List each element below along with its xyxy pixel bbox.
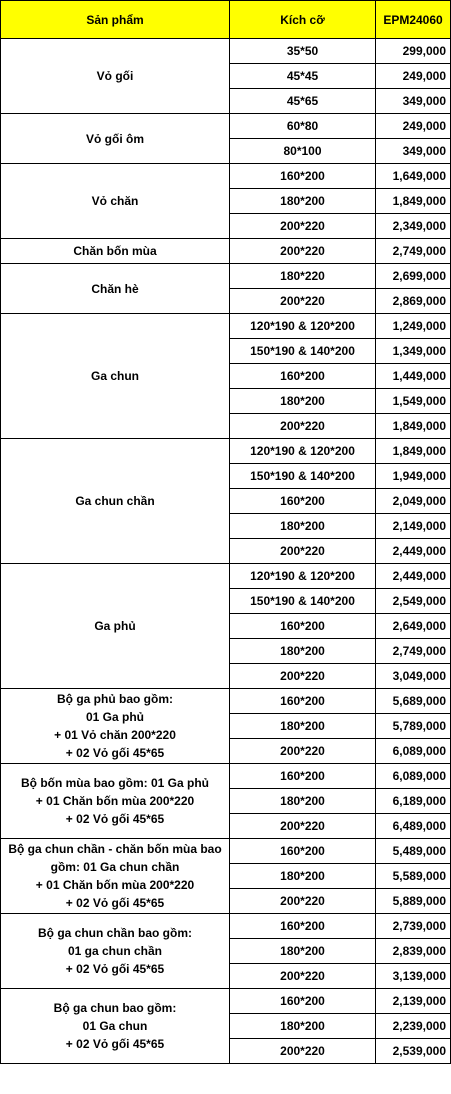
product-name-cell (1, 314, 230, 439)
product-name-line: Vỏ chăn (91, 194, 139, 208)
size-cell: 80*100 (230, 139, 376, 164)
price-cell: 2,749,000 (376, 639, 451, 664)
product-name-cell (1, 239, 230, 264)
product-name-line: Bộ ga chun bao gồm: (53, 1001, 177, 1015)
size-cell: 180*200 (230, 864, 376, 889)
product-name-line: 01 Ga phủ (85, 710, 144, 724)
price-cell: 5,489,000 (376, 839, 451, 864)
size-cell: 120*190 & 120*200 (230, 564, 376, 589)
product-name-cell (1, 764, 230, 839)
size-cell: 200*220 (230, 814, 376, 839)
product-name-line: Bộ ga chun chần - chăn bốn mùa bao (8, 842, 222, 856)
size-cell: 180*200 (230, 789, 376, 814)
price-cell: 1,249,000 (376, 314, 451, 339)
table-row (1, 764, 451, 789)
price-cell: 1,949,000 (376, 464, 451, 489)
header-code: EPM24060 (376, 1, 451, 39)
size-cell: 180*200 (230, 1014, 376, 1039)
price-cell: 2,449,000 (376, 539, 451, 564)
size-cell: 200*220 (230, 1039, 376, 1064)
size-cell: 200*220 (230, 289, 376, 314)
product-name-line: Ga chun chần (75, 494, 155, 508)
product-name-line: Bộ ga chun chần bao gồm: (37, 926, 192, 940)
price-cell: 2,739,000 (376, 914, 451, 939)
size-cell: 200*220 (230, 239, 376, 264)
size-cell: 160*200 (230, 614, 376, 639)
price-cell: 1,349,000 (376, 339, 451, 364)
size-cell: 200*220 (230, 539, 376, 564)
price-cell: 2,349,000 (376, 214, 451, 239)
product-name-line: + 02 Vỏ gối 45*65 (65, 962, 165, 976)
price-cell: 5,689,000 (376, 689, 451, 714)
table-row (1, 314, 451, 339)
product-name-line: + 02 Vỏ gối 45*65 (65, 746, 165, 760)
table-row (1, 564, 451, 589)
size-cell: 120*190 & 120*200 (230, 439, 376, 464)
size-cell: 60*80 (230, 114, 376, 139)
size-cell: 180*200 (230, 939, 376, 964)
size-cell: 160*200 (230, 164, 376, 189)
table-row (1, 914, 451, 939)
product-name-line: + 01 Vỏ chăn 200*220 (54, 728, 176, 742)
size-cell: 180*200 (230, 189, 376, 214)
size-cell: 160*200 (230, 489, 376, 514)
size-cell: 45*45 (230, 64, 376, 89)
price-cell: 249,000 (376, 64, 451, 89)
table-body (1, 39, 451, 1064)
table-row (1, 839, 451, 864)
table-row (1, 689, 451, 714)
product-name-cell (1, 39, 230, 114)
price-cell: 6,489,000 (376, 814, 451, 839)
size-cell: 160*200 (230, 839, 376, 864)
product-name-line: 01 Ga chun (82, 1019, 148, 1033)
price-cell: 349,000 (376, 89, 451, 114)
price-cell: 2,539,000 (376, 1039, 451, 1064)
size-cell: 200*220 (230, 664, 376, 689)
product-name-line: Chăn hè (91, 281, 139, 296)
size-cell: 180*200 (230, 639, 376, 664)
product-name-line: + 01 Chăn bốn mùa 200*220 (35, 794, 195, 808)
product-name-cell (1, 839, 230, 914)
price-cell: 2,649,000 (376, 614, 451, 639)
size-cell: 180*200 (230, 514, 376, 539)
price-cell: 1,549,000 (376, 389, 451, 414)
price-cell: 2,139,000 (376, 989, 451, 1014)
size-cell: 160*200 (230, 364, 376, 389)
product-name-line: Bộ bốn mùa bao gồm: 01 Ga phủ (20, 776, 209, 790)
price-cell: 6,089,000 (376, 764, 451, 789)
product-name-line: + 01 Chăn bốn mùa 200*220 (35, 878, 195, 892)
price-cell: 5,789,000 (376, 714, 451, 739)
size-cell: 180*200 (230, 389, 376, 414)
product-name-cell (1, 164, 230, 239)
price-cell: 6,089,000 (376, 739, 451, 764)
size-cell: 200*220 (230, 214, 376, 239)
size-cell: 160*200 (230, 914, 376, 939)
size-cell: 200*220 (230, 414, 376, 439)
product-name-cell (1, 439, 230, 564)
table-row (1, 114, 451, 139)
price-cell: 1,449,000 (376, 364, 451, 389)
size-cell: 200*220 (230, 739, 376, 764)
product-name-cell (1, 989, 230, 1064)
product-name-line: + 02 Vỏ gối 45*65 (65, 812, 165, 826)
size-cell: 180*200 (230, 714, 376, 739)
product-name-cell (1, 914, 230, 989)
header-product: Sản phẩm (1, 1, 230, 39)
size-cell: 35*50 (230, 39, 376, 64)
size-cell: 180*220 (230, 264, 376, 289)
product-name-cell (1, 264, 230, 314)
table-row (1, 989, 451, 1014)
price-cell: 3,139,000 (376, 964, 451, 989)
product-name-cell (1, 689, 230, 764)
price-cell: 1,649,000 (376, 164, 451, 189)
product-name-line: + 02 Vỏ gối 45*65 (65, 896, 165, 910)
product-name-line: Ga chun (90, 369, 139, 383)
price-cell: 349,000 (376, 139, 451, 164)
price-cell: 1,849,000 (376, 189, 451, 214)
size-cell: 200*220 (230, 889, 376, 914)
size-cell: 150*190 & 140*200 (230, 339, 376, 364)
size-cell: 120*190 & 120*200 (230, 314, 376, 339)
product-name-line: Bộ ga phủ bao gồm: (57, 692, 173, 706)
price-cell: 1,849,000 (376, 439, 451, 464)
table-row (1, 439, 451, 464)
product-name-line: Ga phủ (94, 619, 136, 633)
header-size: Kích cỡ (230, 1, 376, 39)
table-row (1, 239, 451, 264)
price-cell: 5,889,000 (376, 889, 451, 914)
size-cell: 150*190 & 140*200 (230, 464, 376, 489)
price-cell: 2,549,000 (376, 589, 451, 614)
price-cell: 6,189,000 (376, 789, 451, 814)
product-name-line: gồm: 01 Ga chun chần (50, 860, 180, 874)
price-cell: 2,449,000 (376, 564, 451, 589)
product-name-line: Vỏ gối ôm (86, 131, 144, 146)
price-cell: 1,849,000 (376, 414, 451, 439)
table-row (1, 164, 451, 189)
table-row (1, 39, 451, 64)
size-cell: 160*200 (230, 764, 376, 789)
product-name-cell (1, 564, 230, 689)
price-cell: 2,869,000 (376, 289, 451, 314)
price-cell: 2,749,000 (376, 239, 451, 264)
price-cell: 2,149,000 (376, 514, 451, 539)
size-cell: 160*200 (230, 989, 376, 1014)
size-cell: 150*190 & 140*200 (230, 589, 376, 614)
header-row (1, 1, 451, 39)
price-cell: 2,049,000 (376, 489, 451, 514)
price-cell: 2,839,000 (376, 939, 451, 964)
product-name-cell (1, 114, 230, 164)
product-name-line: 01 ga chun chần (67, 944, 163, 958)
size-cell: 160*200 (230, 689, 376, 714)
price-cell: 3,049,000 (376, 664, 451, 689)
product-name-line: Chăn bốn mùa (73, 244, 157, 258)
size-cell: 200*220 (230, 964, 376, 989)
price-cell: 2,699,000 (376, 264, 451, 289)
price-cell: 5,589,000 (376, 864, 451, 889)
product-name-line: + 02 Vỏ gối 45*65 (65, 1037, 165, 1051)
table-row (1, 264, 451, 289)
product-name-line: Vỏ gối (96, 69, 134, 83)
price-cell: 299,000 (376, 39, 451, 64)
price-cell: 2,239,000 (376, 1014, 451, 1039)
price-cell: 249,000 (376, 114, 451, 139)
size-cell: 45*65 (230, 89, 376, 114)
